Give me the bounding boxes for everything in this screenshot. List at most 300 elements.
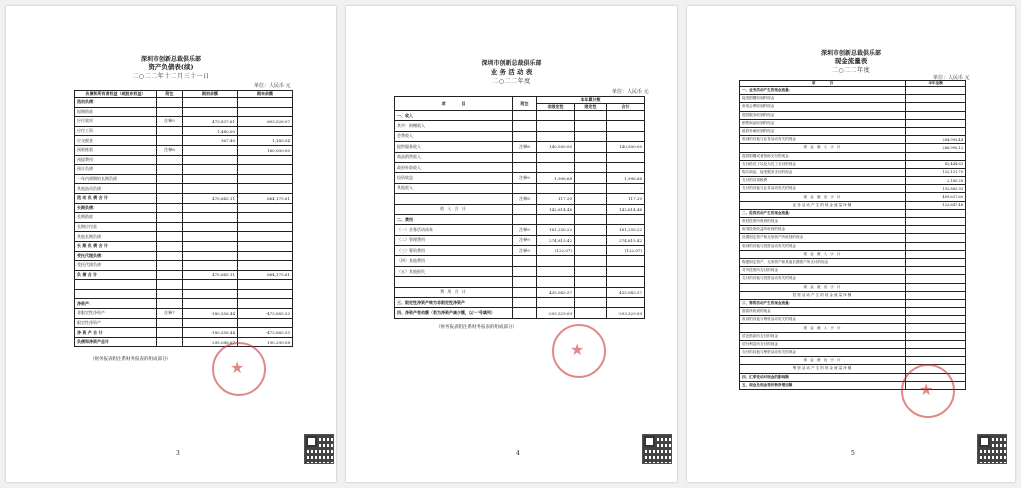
table-cell: 现 金 流 出 小 计 [740, 357, 906, 365]
table-cell: 664,175.61 [238, 270, 293, 280]
table-cell [906, 209, 966, 217]
table-cell: 处置固定资产和无形资产所收回的现金 [740, 234, 906, 242]
table-row [740, 324, 966, 332]
table-cell [513, 152, 537, 162]
table-cell: -122,647.48 [906, 201, 966, 209]
table-cell [607, 162, 645, 172]
table-cell [238, 261, 293, 271]
table-cell: 净 资 产 合 计 [75, 328, 157, 338]
table-cell [513, 256, 537, 266]
table-cell: 140,500.00 [607, 142, 645, 152]
cash-flow-table [739, 80, 966, 390]
table-cell: 负债和净资产总计 [75, 337, 157, 347]
table-cell: 提供服务收入 [395, 142, 513, 152]
table-cell [157, 328, 183, 338]
report-date: 二○二二年度 [492, 78, 531, 85]
table-row [740, 218, 966, 226]
table-cell: 1,996.68 [607, 173, 645, 183]
table-cell [157, 241, 183, 251]
table-cell [906, 258, 966, 266]
table-cell: 购买商品、接受服务支付的现金 [740, 168, 906, 176]
table-cell: 473,837.61 [183, 117, 238, 127]
table-cell [906, 152, 966, 160]
unit-label: 单位：人民币 元 [933, 75, 970, 81]
table-cell [183, 155, 238, 165]
table-cell [157, 280, 183, 290]
table-cell: 应付款项 [75, 117, 157, 127]
qr-code-icon [642, 434, 672, 464]
table-row [740, 127, 966, 135]
table-cell [238, 251, 293, 261]
table-row [740, 234, 966, 242]
table-cell [906, 357, 966, 365]
table-row [75, 270, 293, 280]
table-cell: 295,088.67 [183, 337, 238, 347]
table-cell: 三、限定性净资产转为非限定性净资产 [395, 298, 513, 308]
table-cell: 流 动 负 债 合 计 [75, 193, 157, 203]
table-cell: 117.20 [537, 194, 575, 204]
table-cell [537, 298, 575, 308]
table-cell [906, 316, 966, 324]
table-cell: 2,185.28 [906, 177, 966, 185]
table-cell [157, 251, 183, 261]
table-row [740, 226, 966, 234]
table-cell [607, 131, 645, 141]
table-row [75, 193, 293, 203]
table-row [75, 280, 293, 290]
table-cell [513, 308, 537, 318]
table-cell: 政府补助收入 [395, 162, 513, 172]
table-cell: 190,290.08 [238, 337, 293, 347]
table-cell [157, 174, 183, 184]
table-cell [183, 107, 238, 117]
table-cell [513, 298, 537, 308]
table-cell [513, 111, 537, 121]
table-cell [183, 251, 238, 261]
table-row [75, 213, 293, 223]
table-cell [513, 287, 537, 297]
table-cell: 长期负债： [75, 203, 157, 213]
table-row [75, 251, 293, 261]
table-cell [906, 119, 966, 127]
table-row [75, 203, 293, 213]
table-cell: 业务活动产生的现金流量净额 [740, 201, 906, 209]
table-cell [183, 280, 238, 290]
table-cell: 274,815.42 [537, 235, 575, 245]
table-row [395, 277, 645, 287]
table-cell: 应付工资 [75, 126, 157, 136]
table-cell [906, 283, 966, 291]
table-cell: 现 金 流 入 小 计 [740, 144, 906, 152]
table-row [395, 246, 645, 256]
table-cell [238, 213, 293, 223]
col-header: 期末余额 [238, 91, 293, 98]
col-header: 期初余额 [183, 91, 238, 98]
table-cell [607, 298, 645, 308]
table-cell [537, 214, 575, 224]
table-cell: 二、投资活动产生的现金流量： [740, 209, 906, 217]
table-row [75, 174, 293, 184]
table-cell [513, 131, 537, 141]
table-cell [575, 277, 607, 287]
table-cell [238, 299, 293, 309]
table-cell [575, 266, 607, 276]
table-cell [537, 131, 575, 141]
table-row [75, 145, 293, 155]
table-cell: 132,121.70 [906, 168, 966, 176]
table-cell [238, 222, 293, 232]
table-cell [575, 142, 607, 152]
table-cell: 注释5 [157, 117, 183, 127]
report-date: 二○二二年度 [831, 67, 871, 74]
table-cell: -293,329.09 [607, 308, 645, 318]
table-cell [183, 165, 238, 175]
table-cell: 1,149.54 [238, 136, 293, 146]
table-cell: 对外投资所支付的现金 [740, 267, 906, 275]
table-cell: 现 金 流 出 小 计 [740, 193, 906, 201]
table-cell: 注释6 [157, 145, 183, 155]
table-row [740, 111, 966, 119]
table-cell: （三）筹资费用 [395, 246, 513, 256]
table-cell: 其他收入 [395, 183, 513, 193]
table-cell [575, 204, 607, 214]
table-cell [906, 332, 966, 340]
table-cell: 142,614.48 [607, 204, 645, 214]
table-cell: 长 期 负 债 合 计 [75, 241, 157, 251]
table-cell: 购建固定资产、无形资产和其他长期资产所支付的现金 [740, 258, 906, 266]
table-cell [157, 98, 183, 108]
table-cell: 受托代理负债： [75, 251, 157, 261]
table-row [740, 316, 966, 324]
table-cell: （二）管理费用 [395, 235, 513, 245]
table-cell: 注释8 [513, 142, 537, 152]
table-row [395, 131, 645, 141]
table-row [75, 165, 293, 175]
table-cell [906, 226, 966, 234]
table-row [740, 177, 966, 185]
table-row [75, 155, 293, 165]
table-cell [238, 98, 293, 108]
table-cell [607, 266, 645, 276]
table-row [395, 121, 645, 131]
table-row [395, 183, 645, 193]
table-row [740, 267, 966, 275]
table-cell: 二、费用 [395, 214, 513, 224]
table-cell: 限定性净资产 [75, 318, 157, 328]
table-row [740, 201, 966, 209]
table-cell: 短期借款 [75, 107, 157, 117]
table-cell: 商品销售收入 [395, 152, 513, 162]
table-cell: 净资产： [75, 299, 157, 309]
page-title: 资产负债表(续) [148, 63, 194, 71]
table-cell: 筹资活动产生的现金流量净额 [740, 365, 906, 373]
table-cell [183, 174, 238, 184]
table-cell [906, 324, 966, 332]
table-cell [513, 204, 537, 214]
table-cell [513, 277, 537, 287]
table-cell: 409,637.60 [906, 193, 966, 201]
table-row [740, 87, 966, 95]
table-cell: 三、筹资活动产生的现金流量： [740, 299, 906, 307]
table-cell: 五、现金及现金等价物净增加额 [740, 381, 906, 389]
table-cell [238, 241, 293, 251]
table-cell: -293,329.09 [537, 308, 575, 318]
table-row [395, 266, 645, 276]
table-row [395, 111, 645, 121]
table-cell [906, 103, 966, 111]
table-cell: 1,996.68 [537, 173, 575, 183]
balance-sheet-table [74, 90, 293, 347]
table-cell [575, 256, 607, 266]
table-cell: 预提费用 [75, 155, 157, 165]
table-row [740, 185, 966, 193]
table-cell [238, 165, 293, 175]
table-cell: 435,943.57 [537, 287, 575, 297]
table-cell: 预计负债 [75, 165, 157, 175]
table-cell [238, 280, 293, 290]
table-row [740, 308, 966, 316]
table-cell [75, 289, 157, 299]
table-row [740, 119, 966, 127]
table-row [740, 193, 966, 201]
table-cell [183, 222, 238, 232]
table-cell: 支付的各项税费 [740, 177, 906, 185]
table-cell: 475,645.11 [183, 270, 238, 280]
table-cell [575, 131, 607, 141]
table-cell [157, 337, 183, 347]
table-cell [183, 203, 238, 213]
table-row [740, 283, 966, 291]
table-cell: 长期借款 [75, 213, 157, 223]
page-title: 现金流量表 [834, 57, 868, 65]
page-number: 4 [516, 450, 520, 457]
table-cell [183, 318, 238, 328]
table-cell [157, 213, 183, 223]
table-cell: 投资活动产生的现金流量净额 [740, 291, 906, 299]
table-cell: 长期应付款 [75, 222, 157, 232]
table-row [740, 95, 966, 103]
report-date: 二○二二年十二月三十一日 [132, 73, 210, 80]
table-cell: -473,885.53 [238, 309, 293, 319]
table-cell [157, 318, 183, 328]
table-cell [183, 213, 238, 223]
table-cell: 其他长期负债 [75, 232, 157, 242]
table-cell [906, 275, 966, 283]
col-header: 本年金额 [906, 81, 966, 87]
table-cell [75, 280, 157, 290]
table-cell [183, 232, 238, 242]
col-header: 项 目 [740, 81, 906, 87]
table-cell: (122.07) [607, 246, 645, 256]
table-row [740, 250, 966, 258]
table-cell: 注释9 [513, 246, 537, 256]
table-cell: 四、汇率变动对现金的影响额 [740, 373, 906, 381]
table-footnote: （财务报表附注系财务报表的组成部分） [90, 357, 171, 362]
qr-code-icon [304, 434, 334, 464]
table-cell [183, 289, 238, 299]
table-row [75, 107, 293, 117]
table-cell: 支付的其他与投资活动有关的现金 [740, 275, 906, 283]
table-cell [575, 173, 607, 183]
table-cell [906, 250, 966, 258]
table-cell [513, 121, 537, 131]
table-row [395, 235, 645, 245]
table-cell: 475,645.11 [183, 193, 238, 203]
table-cell [575, 111, 607, 121]
table-cell: (122.07) [537, 246, 575, 256]
table-row [75, 222, 293, 232]
table-cell: 注释8 [513, 194, 537, 204]
table-cell [537, 111, 575, 121]
table-cell [157, 193, 183, 203]
table-cell [238, 107, 293, 117]
page-5-cash-flow-statement [687, 6, 1015, 482]
table-cell [157, 184, 183, 194]
table-cell [513, 162, 537, 172]
table-cell: 接受捐赠收到的现金 [740, 95, 906, 103]
table-row [75, 309, 293, 319]
qr-code-icon [977, 434, 1007, 464]
table-cell: 注释9 [513, 235, 537, 245]
table-row [75, 184, 293, 194]
table-cell: 142,614.48 [537, 204, 575, 214]
table-cell [157, 155, 183, 165]
table-cell [537, 266, 575, 276]
table-cell: 现 金 流 入 小 计 [740, 324, 906, 332]
org-name: 深圳市创新总裁俱乐部 [140, 56, 201, 63]
table-cell: 支付的其他与业务活动有关的现金 [740, 185, 906, 193]
table-cell: - [607, 183, 645, 193]
table-cell: 注释9 [513, 173, 537, 183]
table-cell [238, 174, 293, 184]
table-cell [607, 152, 645, 162]
table-cell [183, 98, 238, 108]
table-cell [906, 87, 966, 95]
unit-label: 单位：人民币 元 [254, 83, 291, 89]
table-cell: 销售商品收到的现金 [740, 119, 906, 127]
table-row [75, 117, 293, 127]
table-cell [906, 218, 966, 226]
table-row [75, 289, 293, 299]
table-cell: 收到的其他与筹资活动有关的现金 [740, 316, 906, 324]
table-cell: 注释9 [513, 225, 537, 235]
table-cell: 一、收入 [395, 111, 513, 121]
table-row [75, 98, 293, 108]
table-row [75, 261, 293, 271]
table-cell [906, 242, 966, 250]
table-cell: -473,885.53 [238, 328, 293, 338]
table-cell: （一）业务活动成本 [395, 225, 513, 235]
table-row [740, 209, 966, 217]
official-seal: ★ [552, 324, 606, 378]
table-row [740, 340, 966, 348]
table-cell: 117.20 [607, 194, 645, 204]
table-cell: 367.40 [183, 136, 238, 146]
table-cell: 流动负债： [75, 98, 157, 108]
table-cell: 预收账款 [75, 145, 157, 155]
table-cell [238, 126, 293, 136]
table-cell [906, 349, 966, 357]
table-cell [183, 261, 238, 271]
col-header: 本年累计数 [537, 97, 645, 104]
table-cell: 一、业务活动产生的现金流量： [740, 87, 906, 95]
table-cell [575, 194, 607, 204]
table-cell [395, 194, 513, 204]
table-row [395, 214, 645, 224]
table-cell [157, 232, 183, 242]
table-cell: 取得投资收益所收到的现金 [740, 226, 906, 234]
table-cell: 政府补助收到的现金 [740, 127, 906, 135]
table-cell [607, 214, 645, 224]
table-footnote: （财务报表附注系财务报表的组成部分） [436, 325, 517, 330]
table-cell: 非限定性净资产 [75, 309, 157, 319]
table-cell [157, 299, 183, 309]
table-cell [183, 299, 238, 309]
table-cell: 1,440.00 [183, 126, 238, 136]
table-cell: 664,175.61 [238, 193, 293, 203]
table-cell: 收到的其他与投资活动有关的现金 [740, 242, 906, 250]
page-number: 3 [176, 450, 180, 457]
table-row [75, 337, 293, 347]
table-cell: 受托代理负债 [75, 261, 157, 271]
table-cell [906, 340, 966, 348]
table-cell [575, 214, 607, 224]
table-cell [395, 277, 513, 287]
table-cell [537, 152, 575, 162]
table-row [740, 136, 966, 144]
table-cell: 支付给员工以及为员工支付的现金 [740, 160, 906, 168]
col-header: 附注 [513, 97, 537, 111]
table-cell: （五）其他损失 [395, 266, 513, 276]
page-4-activity-statement [346, 6, 677, 482]
table-cell [537, 183, 575, 193]
table-cell [238, 289, 293, 299]
table-cell [238, 232, 293, 242]
table-cell: 收到的其他与业务活动有关的现金 [740, 136, 906, 144]
table-cell [513, 266, 537, 276]
table-cell [537, 162, 575, 172]
table-row [740, 258, 966, 266]
table-row [75, 232, 293, 242]
table-row [740, 242, 966, 250]
table-cell: 140,500.00 [537, 142, 575, 152]
table-cell: （四）其他费用 [395, 256, 513, 266]
table-row [395, 298, 645, 308]
table-cell [575, 246, 607, 256]
table-cell: 其中：捐赠收入 [395, 121, 513, 131]
table-cell [513, 183, 537, 193]
table-row [75, 241, 293, 251]
table-cell: 161,250.22 [607, 225, 645, 235]
table-row [740, 160, 966, 168]
table-cell [906, 234, 966, 242]
table-row [75, 299, 293, 309]
table-cell: 现 金 流 出 小 计 [740, 283, 906, 291]
table-row [395, 204, 645, 214]
table-cell: 435,943.57 [607, 287, 645, 297]
col-header: 附注 [157, 91, 183, 98]
page-3-balance-sheet [6, 6, 336, 482]
table-row [395, 173, 645, 183]
table-cell [575, 225, 607, 235]
table-cell [575, 235, 607, 245]
table-row [740, 144, 966, 152]
table-cell: 四、净资产变动额（若为净资产减少额，以"-"号填列） [395, 308, 513, 318]
table-cell [906, 308, 966, 316]
table-row [395, 194, 645, 204]
table-cell: 收取会费收到的现金 [740, 103, 906, 111]
table-cell: 603,026.07 [238, 117, 293, 127]
